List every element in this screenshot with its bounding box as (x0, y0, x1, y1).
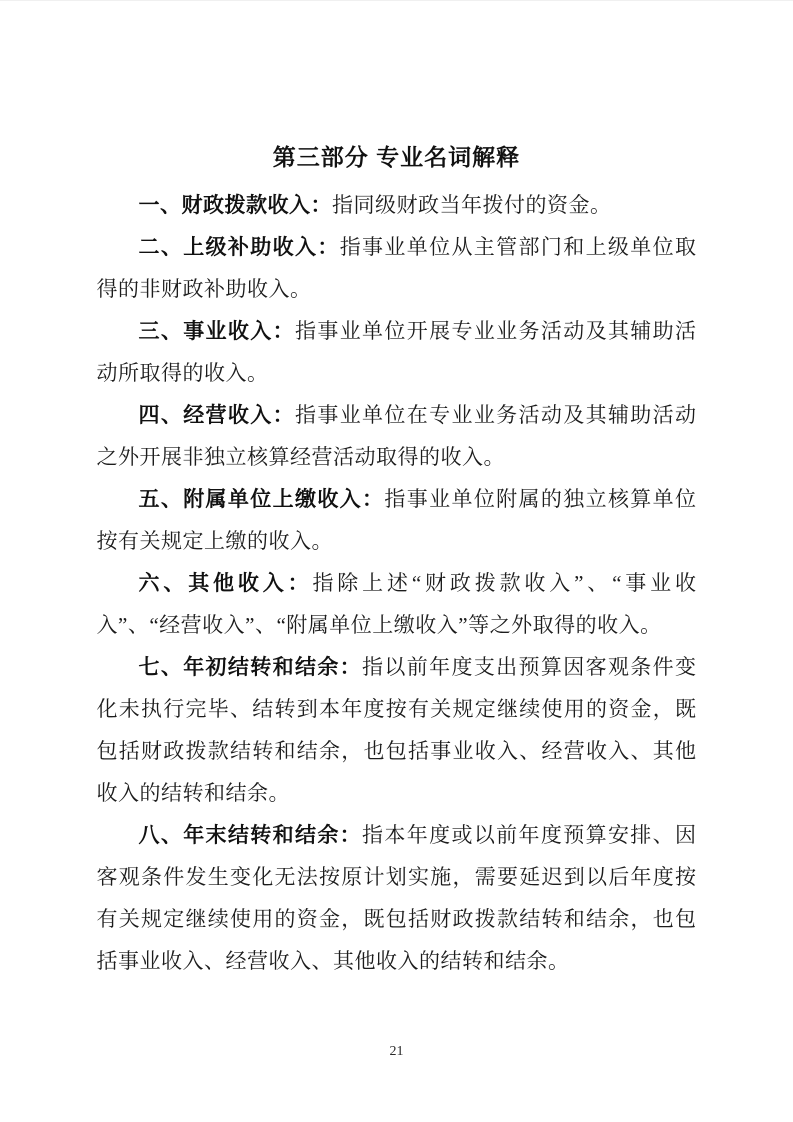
term-label: 五、附属单位上缴收入： (138, 487, 385, 511)
term-definition: 指事业单位在专业业务活动及其辅助活动之外开展非独立核算经营活动取得的收入。 (96, 403, 697, 469)
term-label: 三、事业收入： (138, 319, 295, 343)
terms-section (97, 184, 697, 982)
term-paragraph-2 (97, 226, 697, 310)
term-paragraph-4 (97, 394, 697, 478)
term-definition: 指事业单位附属的独立核算单位按有关规定上缴的收入。 (96, 487, 697, 553)
term-label: 七、年初结转和结余： (138, 655, 363, 679)
term-definition: 指以前年度支出预算因客观条件变化未执行完毕、结转到本年度按有关规定继续使用的资金，既包括财政拨款结转和结余，也包括事业收入、经营收入、其他收入的结转和结余。 (96, 655, 697, 805)
term-label: 四、经营收入： (138, 403, 295, 427)
term-label: 一、财政拨款收入： (138, 193, 332, 217)
term-paragraph-5 (97, 478, 697, 562)
term-label: 二、上级补助收入： (138, 235, 340, 259)
page-number: 21 (389, 1044, 404, 1059)
term-paragraph-7 (97, 646, 697, 814)
term-paragraph-1 (97, 184, 697, 226)
term-definition: 指同级财政当年拨付的资金。 (332, 193, 612, 217)
term-definition: 指事业单位开展专业业务活动及其辅助活动所取得的收入。 (96, 319, 697, 385)
term-paragraph-3 (97, 310, 697, 394)
term-definition: 指除上述“财政拨款收入”、“事业收入”、“经营收入”、“附属单位上缴收入”等之外取得的收入。 (96, 571, 697, 637)
term-definition: 指本年度或以前年度预算安排、因客观条件发生变化无法按原计划实施，需要延迟到以后年度按有关规定继续使用的资金，既包括财政拨款结转和结余，也包括事业收入、经营收入、其他收入的结转和结余。 (96, 823, 697, 973)
term-label: 六、其他收入： (138, 571, 313, 595)
term-label: 八、年末结转和结余： (138, 823, 363, 847)
term-paragraph-6 (97, 562, 697, 646)
term-paragraph-8 (97, 814, 697, 982)
term-definition: 指事业单位从主管部门和上级单位取得的非财政补助收入。 (96, 235, 697, 301)
page-title: 第三部分 专业名词解释 (272, 144, 521, 170)
